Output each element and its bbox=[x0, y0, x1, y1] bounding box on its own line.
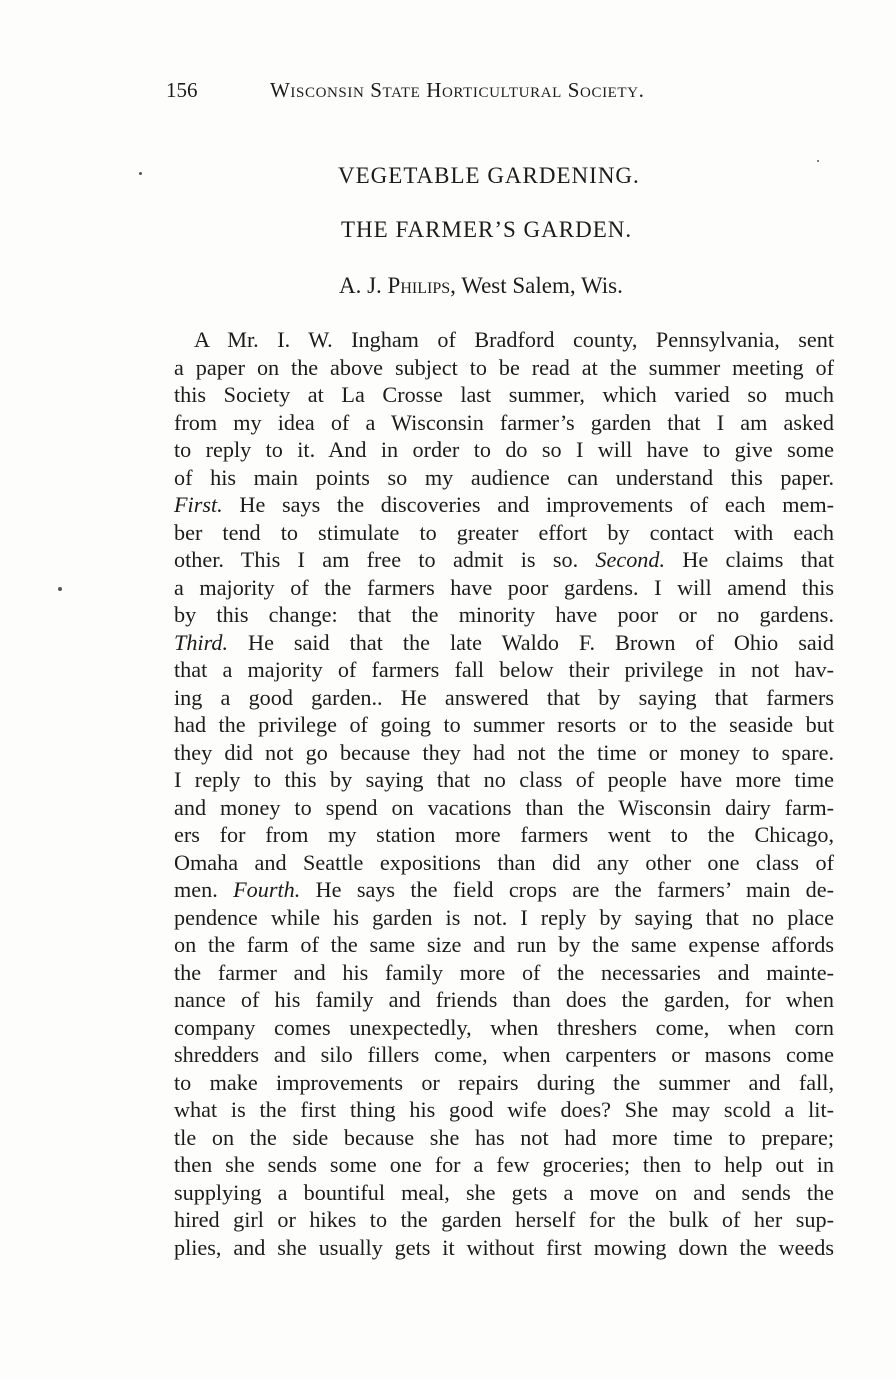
journal-title: Wisconsin State Horticultural Society. bbox=[270, 78, 645, 102]
text-segment: He said that the late Waldo F. Brown of Ohio said bbox=[228, 629, 834, 655]
text-line bbox=[174, 519, 834, 547]
text-line bbox=[174, 1069, 834, 1097]
text-segment: had the privilege of going to summer resorts or to the seaside but bbox=[174, 712, 834, 737]
text-line bbox=[174, 491, 834, 519]
text-segment: tle on the side because she has not had more time to prepare; bbox=[174, 1124, 834, 1150]
text-segment: then she sends some one for a few groceries; then to help out in bbox=[174, 1152, 834, 1177]
text-line bbox=[174, 684, 834, 712]
text-segment: He says the discoveries and improvements of each mem- bbox=[222, 492, 834, 517]
text-segment: that a majority of farmers fall below their privilege in not hav- bbox=[174, 657, 834, 682]
text-segment: ing a good garden.. He answered that by saying that farmers bbox=[174, 684, 834, 710]
text-line bbox=[174, 959, 834, 987]
text-line bbox=[174, 464, 834, 492]
text-segment: they did not go because they had not the time or money to spare. bbox=[174, 739, 834, 765]
print-speck bbox=[139, 172, 142, 175]
ordinal-marker: Second. bbox=[595, 547, 666, 572]
text-line bbox=[174, 574, 834, 602]
text-line bbox=[174, 1014, 834, 1042]
text-segment: of his main points so my audience can understand this paper. bbox=[174, 464, 834, 490]
text-segment: A Mr. I. W. Ingham of Bradford county, Pennsylvania, sent bbox=[194, 327, 834, 352]
text-segment: other. This I am free to admit is so. bbox=[174, 547, 596, 572]
text-line bbox=[174, 821, 834, 849]
text-line bbox=[174, 1179, 834, 1207]
text-line bbox=[174, 326, 834, 354]
text-line bbox=[174, 546, 834, 574]
text-segment: to reply to it. And in order to do so I will have to give some bbox=[174, 437, 834, 462]
print-speck bbox=[58, 587, 62, 591]
text-line bbox=[174, 849, 834, 877]
author-name: A. J. Philips bbox=[339, 273, 451, 298]
text-line bbox=[174, 601, 834, 629]
section-title: VEGETABLE GARDENING. bbox=[338, 163, 640, 188]
text-segment: this Society at La Crosse last summer, which varied so much bbox=[174, 382, 834, 407]
text-line bbox=[174, 766, 834, 794]
text-segment: supplying a bountiful meal, she gets a move on and sends the bbox=[174, 1179, 834, 1205]
text-segment: the farmer and his family more of the necessaries and mainte- bbox=[174, 959, 834, 985]
text-line bbox=[174, 711, 834, 739]
text-segment: hired girl or hikes to the garden herself for the bulk of her sup- bbox=[174, 1207, 834, 1232]
text-segment: nance of his family and friends than does the garden, for when bbox=[174, 987, 834, 1012]
text-line bbox=[174, 409, 834, 437]
text-segment: to make improvements or repairs during the summer and fall, bbox=[174, 1069, 834, 1095]
text-line bbox=[174, 656, 834, 684]
text-segment: on the farm of the same size and run by the same expense affords bbox=[174, 932, 834, 957]
article-title: THE FARMER’S GARDEN. bbox=[341, 217, 633, 242]
running-head bbox=[166, 78, 726, 108]
page-number: 156 bbox=[166, 78, 198, 102]
text-segment: He claims that bbox=[665, 547, 834, 572]
text-segment: Omaha and Seattle expositions than did any other one class of bbox=[174, 849, 834, 875]
text-line bbox=[174, 354, 834, 382]
text-line bbox=[174, 1124, 834, 1152]
text-line bbox=[174, 1206, 834, 1234]
print-speck bbox=[817, 160, 819, 162]
text-line bbox=[174, 904, 834, 932]
text-segment: I reply to this by saying that no class of people have more time bbox=[174, 767, 834, 792]
text-segment: pendence while his garden is not. I reply by saying that no place bbox=[174, 904, 834, 930]
byline bbox=[339, 273, 623, 299]
text-segment: men. bbox=[174, 877, 234, 902]
text-segment: from my idea of a Wisconsin farmer’s garden that I am asked bbox=[174, 409, 834, 435]
text-line bbox=[174, 739, 834, 767]
text-segment: company comes unexpectedly, when threshers come, when corn bbox=[174, 1014, 834, 1040]
text-line bbox=[174, 1096, 834, 1124]
text-line bbox=[174, 986, 834, 1014]
text-segment: He says the field crops are the farmers’ main de- bbox=[300, 877, 834, 902]
text-line bbox=[174, 876, 834, 904]
text-segment: ber tend to stimulate to greater effort by contact with each bbox=[174, 519, 834, 545]
text-segment: by this change: that the minority have poor or no gardens. bbox=[174, 602, 834, 627]
text-segment: what is the first thing his good wife does? She may scold a lit- bbox=[174, 1097, 834, 1122]
text-line bbox=[174, 1041, 834, 1069]
text-segment: ers for from my station more farmers went to the Chicago, bbox=[174, 822, 834, 847]
text-segment: and money to spend on vacations than the Wisconsin dairy farm- bbox=[174, 794, 834, 820]
text-line bbox=[174, 381, 834, 409]
text-segment: shredders and silo fillers come, when carpenters or masons come bbox=[174, 1042, 834, 1067]
article-body bbox=[174, 326, 834, 1261]
ordinal-marker: Fourth. bbox=[233, 877, 301, 902]
text-segment: plies, and she usually gets it without first mowing down the weeds bbox=[174, 1234, 834, 1260]
text-line bbox=[174, 436, 834, 464]
text-segment: a majority of the farmers have poor gardens. I will amend this bbox=[174, 574, 834, 600]
text-line bbox=[174, 629, 834, 657]
ordinal-marker: Third. bbox=[174, 629, 229, 655]
text-line bbox=[174, 931, 834, 959]
text-segment: a paper on the above subject to be read at the summer meeting of bbox=[174, 354, 834, 380]
ordinal-marker: First. bbox=[174, 492, 223, 517]
text-line bbox=[174, 794, 834, 822]
text-line bbox=[174, 1151, 834, 1179]
author-location: , West Salem, Wis. bbox=[450, 273, 623, 298]
text-line bbox=[174, 1234, 834, 1262]
